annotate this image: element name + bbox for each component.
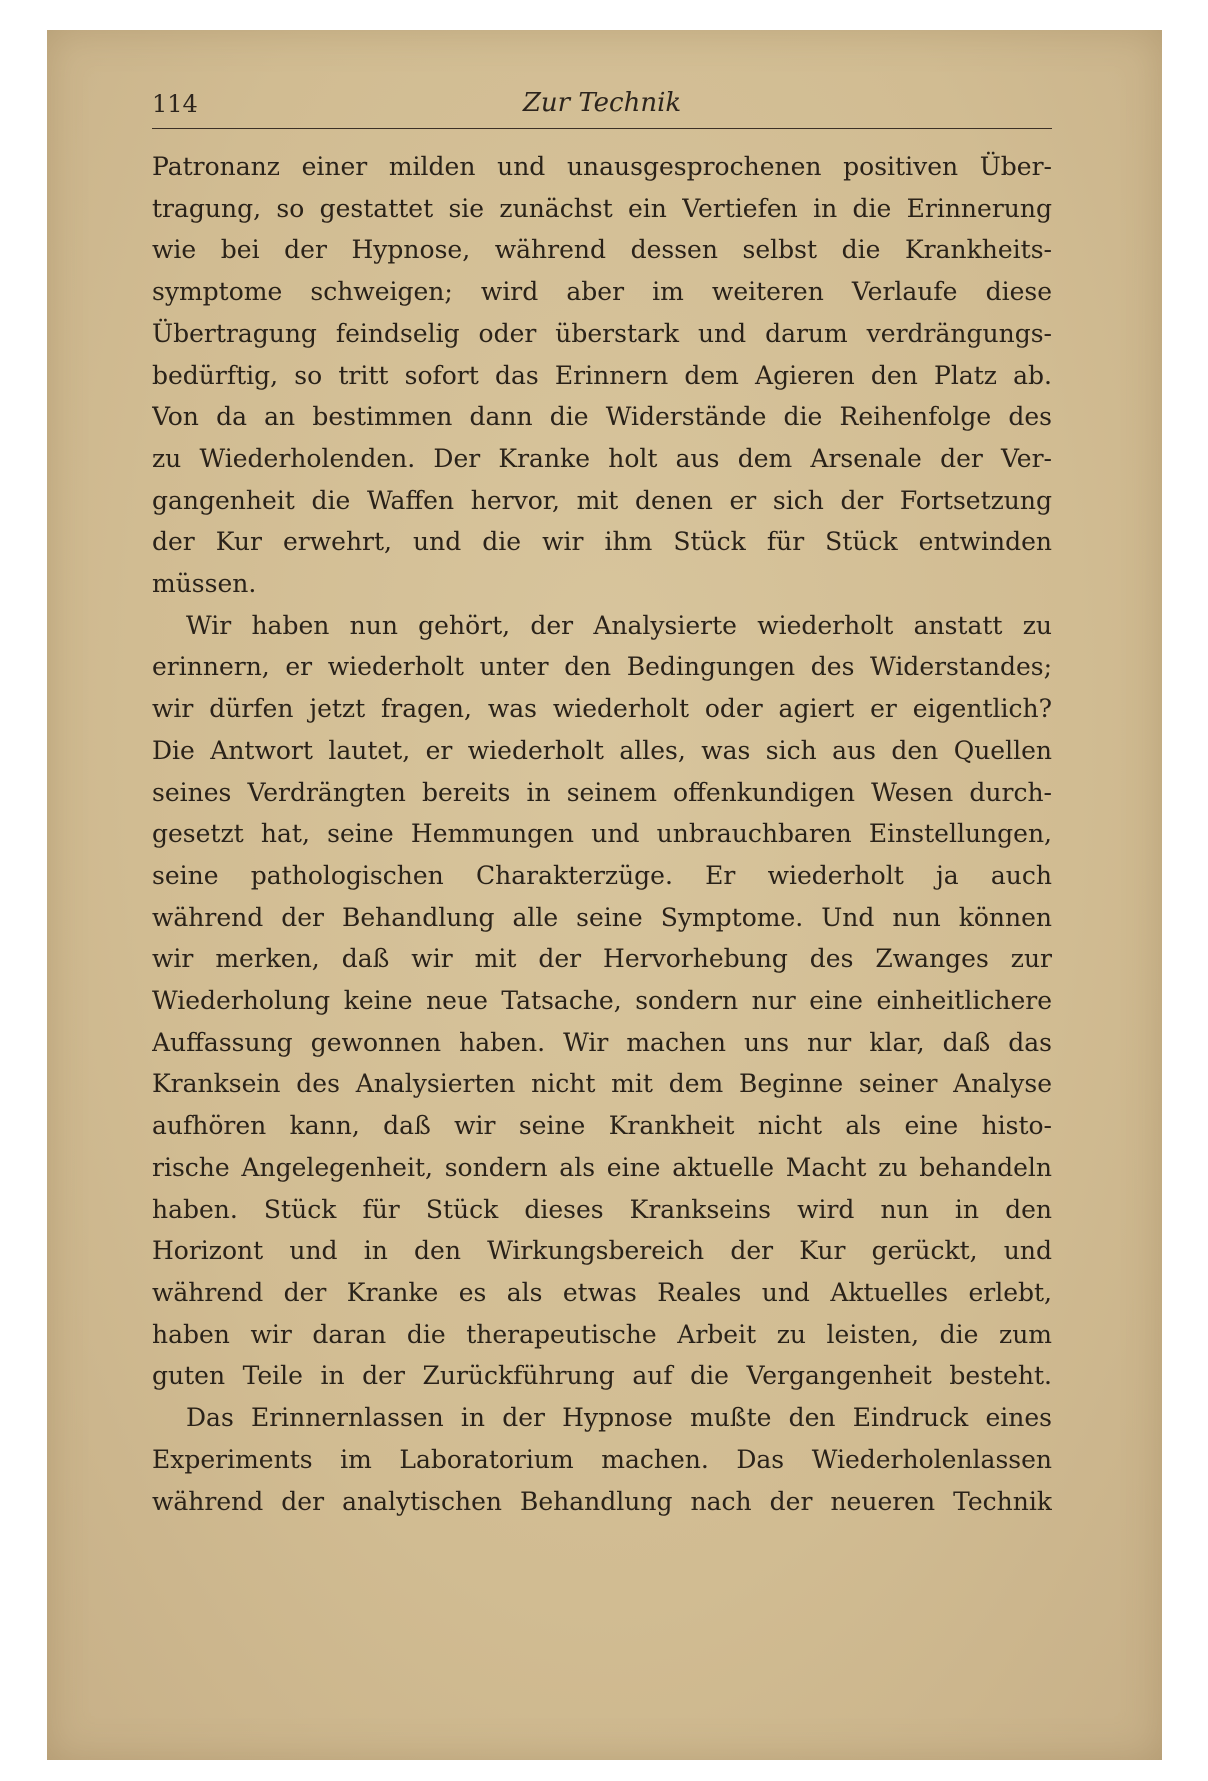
text-line: haben wir daran die therapeutische Arbeit zu leisten, die zum [152, 1319, 1052, 1349]
text-line: müssen. [152, 569, 257, 599]
text-line: Übertragung feindselig oder überstark und darum verdrängungs- [152, 318, 1052, 348]
text-line: rische Angelegenheit, sondern als eine aktuelle Macht zu behandeln [152, 1152, 1052, 1182]
text-line: aufhören kann, daß wir seine Krankheit nicht als eine histo- [152, 1111, 1052, 1141]
paragraph-start-line: Wir haben nun gehört, der Analysierte wiederholt anstatt zu [186, 610, 1052, 640]
text-line: zu Wiederholenden. Der Kranke holt aus dem Arsenale der Ver- [152, 443, 1052, 473]
text-line: der Kur erwehrt, und die wir ihm Stück für Stück entwinden [152, 527, 1052, 557]
text-line: Die Antwort lautet, er wiederholt alles, was sich aus den Quellen [152, 735, 1052, 765]
text-line: wir dürfen jetzt fragen, was wiederholt oder agiert er eigentlich? [152, 694, 1052, 724]
text-line: wir merken, daß wir mit der Hervorhebung des Zwanges zur [152, 944, 1052, 974]
text-line: Auffassung gewonnen haben. Wir machen uns nur klar, daß das [152, 1027, 1052, 1057]
text-line: bedürftig, so tritt sofort das Erinnern dem Agieren den Platz ab. [152, 360, 1052, 390]
text-line: Wiederholung keine neue Tatsache, sondern nur eine einheitlichere [152, 986, 1052, 1016]
text-line: seine pathologischen Charakterzüge. Er wiederholt ja auch [152, 860, 1052, 890]
text-line: tragung, so gestattet sie zunächst ein Vertiefen in die Erinnerung [152, 193, 1052, 223]
text-line: Kranksein des Analysierten nicht mit dem Beginne seiner Analyse [152, 1069, 1052, 1099]
text-line: Horizont und in den Wirkungsbereich der Kur gerückt, und [152, 1236, 1052, 1266]
text-line: haben. Stück für Stück dieses Krankseins wird nun in den [152, 1194, 1052, 1224]
text-line: seines Verdrängten bereits in seinem offenkundigen Wesen durch- [152, 777, 1052, 807]
text-line: Von da an bestimmen dann die Widerstände die Reihenfolge des [152, 402, 1052, 432]
page-number: 114 [152, 90, 198, 118]
text-line: gesetzt hat, seine Hemmungen und unbrauchbaren Einstellungen, [152, 819, 1052, 849]
text-line: erinnern, er wiederholt unter den Bedingungen des Widerstandes; [152, 652, 1052, 682]
text-line: Patronanz einer milden und unausgesprochenen positiven Über- [152, 152, 1052, 181]
text-line: Experiments im Laboratorium machen. Das Wiederholenlassen [152, 1444, 1052, 1474]
body-text [152, 146, 1052, 1522]
text-line: guten Teile in der Zurückführung auf die Vergangenheit besteht. [152, 1361, 1052, 1391]
paragraph-start-line: Das Erinnernlassen in der Hypnose mußte den Eindruck eines [186, 1403, 1052, 1433]
text-line: gangenheit die Waffen hervor, mit denen er sich der Fortsetzung [152, 485, 1052, 515]
page-header [152, 88, 1052, 129]
text-line: während der Behandlung alle seine Symptome. Und nun können [152, 902, 1052, 932]
running-head: Zur Technik [522, 88, 682, 118]
text-line: wie bei der Hypnose, während dessen selbst die Krankheits- [152, 235, 1052, 265]
text-line: symptome schweigen; wird aber im weiteren Verlaufe diese [152, 277, 1052, 307]
text-line: während der Kranke es als etwas Reales und Aktuelles erlebt, [152, 1277, 1052, 1307]
text-line: während der analytischen Behandlung nach der neueren Technik [152, 1486, 1052, 1516]
